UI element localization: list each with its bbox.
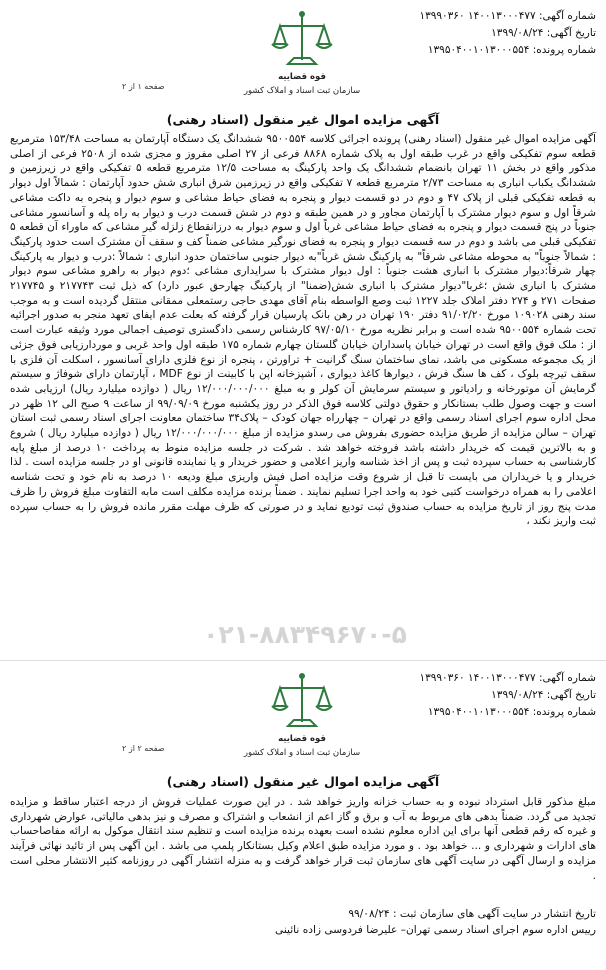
notice-body	[10, 132, 596, 529]
notice-title-2: آگهی مزایده اموال غیر منقول (اسناد رهنی)	[166, 774, 440, 789]
notice-title: آگهی مزایده اموال غیر منقول (اسناد رهنی)	[166, 112, 440, 127]
notice-body-text-2: مبلغ مذکور قابل استرداد نبوده و به حساب خزانه واریز خواهد شد . در این صورت عملیات فروش از درجه اعتبار ساقط و مزایده تجدید می گردد. ضمناً بدهی های مربوط به آب و برق و گاز اعم از انشعاب و اشتراک و مصرف و نیز بدهی مالیاتی، عوارض شهرداری و غیره که رقم قطعی آنها برای این اداره معلوم نشده است بعهده برنده مزایده است و تنظیم سند انتقال موکول به ارائه مفاصاحساب های ادارات و شهرداری و ... خواهد بود . و مورد مزایده طبق اعلام وکیل بستانکار پلمپ می باشد . این آگهی پس از تائید نهائی فرآیند مزایده و ارسال آگهی در سایت آگهی های سازمان ثبت قرار خواهد گرفت و به منزله انتشار آگهی در روزنامه کثیر الانتشار محلی است .	[10, 796, 596, 882]
notice-date: تاریخ آگهی: ۱۳۹۹/۰۸/۲۴	[491, 27, 596, 39]
case-number: شماره پرونده: ۱۳۹۵۰۴۰۰۱۰۱۳۰۰۰۵۵۴	[427, 44, 596, 56]
section-divider	[0, 660, 606, 661]
page-number-2: صفحه ۲ از ۲	[122, 744, 165, 753]
org-name-judiciary: قوه قضاییه	[278, 72, 326, 82]
page-number: صفحه ۱ از ۲	[122, 82, 165, 91]
notice-date-2: تاریخ آگهی: ۱۳۹۹/۰۸/۲۴	[491, 689, 596, 701]
notice-body-text: آگهی مزایده اموال غیر منقول (اسناد رهنی) پرونده اجرائی کلاسه ۹۵۰۰۵۵۴ ششدانگ یک دستگاه آپارتمان به مساحت ۱۵۳/۴۸ مترمربع قطعه سوم تفکیکی واقع در غرب طبقه اول به پلاک شماره ۸۸۶۸ فرعی از ۲۷ اصلی مفروز و مجزی شده از ۲۵۰۸ فرعی از اصلی مذکور واقع در بخش ۱۱ تهران بانضمام ششدانگ یک واحد پارکینگ به مساحت ۱۲/۵ مترمربع قطعه ۵ تفکیکی واقع در زیرزمین و ششدانگ یکباب انباری به مساحت ۲/۷۳ مترمربع قطعه ۷ تفکیکی واقع در زیرزمین شرق انباری شش حدود آپارتمان : شمالاً اول دیوار به قطعه تفکیکی قبلی از پلاک ۴۷ و دوم در دو قسمت دیوار و پنجره به فضای حیاط مشاعی و سوم دیوار و پنجره به داکت مشاعی شرقاً اول و سوم دیوار مشترک با آپارتمان مجاور و در همین طبقه و دوم در شش قسمت درب و دیوار به راه پله و آسانسور مشاعی جنوباً در پنج قسمت دیوار و پنجره به فضای حیاط مشاعی غرباً اول و سوم دیوار به درزانقطاع زلزله گیر مشاعی که ماوراء آن قطعه ۵ تفکیکی قبلی می باشد و دوم در سه قسمت دیوار و پنجره به فضای نورگیر مشاعی ضمناً کف و سقف آن مشترک است حدود پارکینگ : شمالاً جنوباً" به محوطه مشاعی شرقاً" به پارکینگ شش غرباً"به دیوار جنوبی ساختمان حدود انباری : شمالاً :درب و دیوار به پارکینگ چهار شرقاً:دیوار مشترک با انباری هشت جنوباً : اول دیوار مشترک با سرایداری مشاعی ؛دوم دیوار به راهرو مشاعی سوم دیوار مشترک با انباری شش ؛غربا"دیوار مشترک با انباری شش(ضمنا" از پارکینگ چهارحق عبور دارد) که ذیل ثبت ۲۱۷۷۴۳ و ۲۱۷۷۴۵ صفحات ۲۷۱ و ۲۷۴ دفتر املاک جلد ۱۲۲۷ ثبت وصع الواسطه بنام آقای مهدی حاجی رستمعلی ممقانی منتقل گردیده است و به موجب سند رهنی ۱۰۹۰۲۸ مورخ ۹۱/۰۲/۲۰ دفتر ۱۹۰ تهران در رهن بانک پارسیان قرار گرفته که بعلت عدم ایفای تعهد منجر به صدور اجرائیه تحت شماره ۹۵۰۰۵۵۴ شده است و برابر نظریه مورخ ۹۷/۰۵/۱۰ کارشناس رسمی دادگستری توصیف اجمالی مورد وثیقه عبارت است از : ملک فوق واقع است در تهران خیابان پاسداران خیابان گلستان چهارم شماره ۱۷۵ طبقه اول واحد غربی و موردارزیابی فوق جزئی از یک مجموعه مسکونی می باشد، نمای ساختمان سنگ گرانیت + تراورتن ، پنجره از نوع فلزی دارای آسانسور ، اسکلت آن فلزی با سقف تیرچه بلوک ، کف ها سنگ فرش ، دیوارها کاغذ دیواری ، آشپزخانه اپن با کابینت از نوع MDF ، آپارتمان دارای شوفاژ و سیستم گرمایش آن موتورخانه و رادیاتور و سیستم سرمایش آن کولر و به مبلغ ۱۲/۰۰۰/۰۰۰/۰۰۰ ریال ( دوازده میلیارد ریال) ارزیابی شده است و جهت وصول طلب بستانکار و حقوق دولتی کلاسه فوق الذکر در روز یکشنبه مورخ ۹۹/۰۹/۰۹ از ساعت ۹ صبح الی ۱۲ ظهر در محل اداره سوم اجرای اسناد رسمی واقع در تهران – چهارراه جهان کودک – پلاک۳۴ ساختمان معاونت اجرای اسناد رسمی ثبت استان تهران – سالن مزایده از طریق مزایده حضوری بفروش می رسدو مزایده از مبلغ ۱۲/۰۰۰/۰۰۰/۰۰۰ ریال ( دوازده میلیارد ریال ) شروع و به بالاترین قیمت که خریدار داشته باشد فروخته خواهد شد . شرکت در جلسه مزایده منوط به پرداخت ۱۰ درصد از مبلغ پایه کارشناسی به حساب سپرده ثبت و پس از اخذ شناسه واریز اعلامی و حضور خریدار و یا نماینده قانونی او در جلسه مزایده است . لذا خریدار و یا خریداران می بایست تا قبل از شروع وقت مزایده اصل فیش واریزی مبلغ ودیعه ۱۰ درصد به نام خود و تحت شناسه اعلامی را به همراه درخواست کتبی خود به واحد اجرا تسلیم نمایند . ضمناً برنده مزایده مکلف است مابه التفاوت مبلغ فروش را ظرف مدت پنج روز از تاریخ مزایده به حساب صندوق ثبت تودیع نماید و در صورتی که ظرف مهلت مقرر مانده فروش را به حساب سپرده ثبت واریز نکند ،	[10, 133, 597, 528]
case-number-2: شماره پرونده: ۱۳۹۵۰۴۰۰۱۰۱۳۰۰۰۵۵۴	[427, 706, 596, 718]
org-name-judiciary-2: قوه قضاییه	[278, 734, 326, 744]
notice-body-2	[10, 795, 596, 883]
watermark-phone: ۰۲۱-۸۸۳۴۹۶۷۰-۵	[203, 620, 407, 648]
notice-number: شماره آگهی: ۱۴۰۰۱۳۰۰۰۴۷۷ ۱۳۹۹۰۳۶۰	[419, 10, 596, 22]
judiciary-emblem-icon	[270, 670, 334, 740]
signatory: رییس اداره سوم اجرای اسناد رسمی تهران– علیرضا فردوسی زاده نائینی	[274, 924, 596, 936]
org-name-registration: سازمان ثبت اسناد و املاک کشور	[243, 86, 361, 96]
judiciary-emblem-icon	[270, 8, 334, 78]
publish-date: تاریخ انتشار در سایت آگهی های سازمان ثبت : ۹۹/۰۸/۲۴	[348, 908, 596, 920]
org-name-registration-2: سازمان ثبت اسناد و املاک کشور	[243, 748, 361, 758]
notice-number-2: شماره آگهی: ۱۴۰۰۱۳۰۰۰۴۷۷ ۱۳۹۹۰۳۶۰	[419, 672, 596, 684]
